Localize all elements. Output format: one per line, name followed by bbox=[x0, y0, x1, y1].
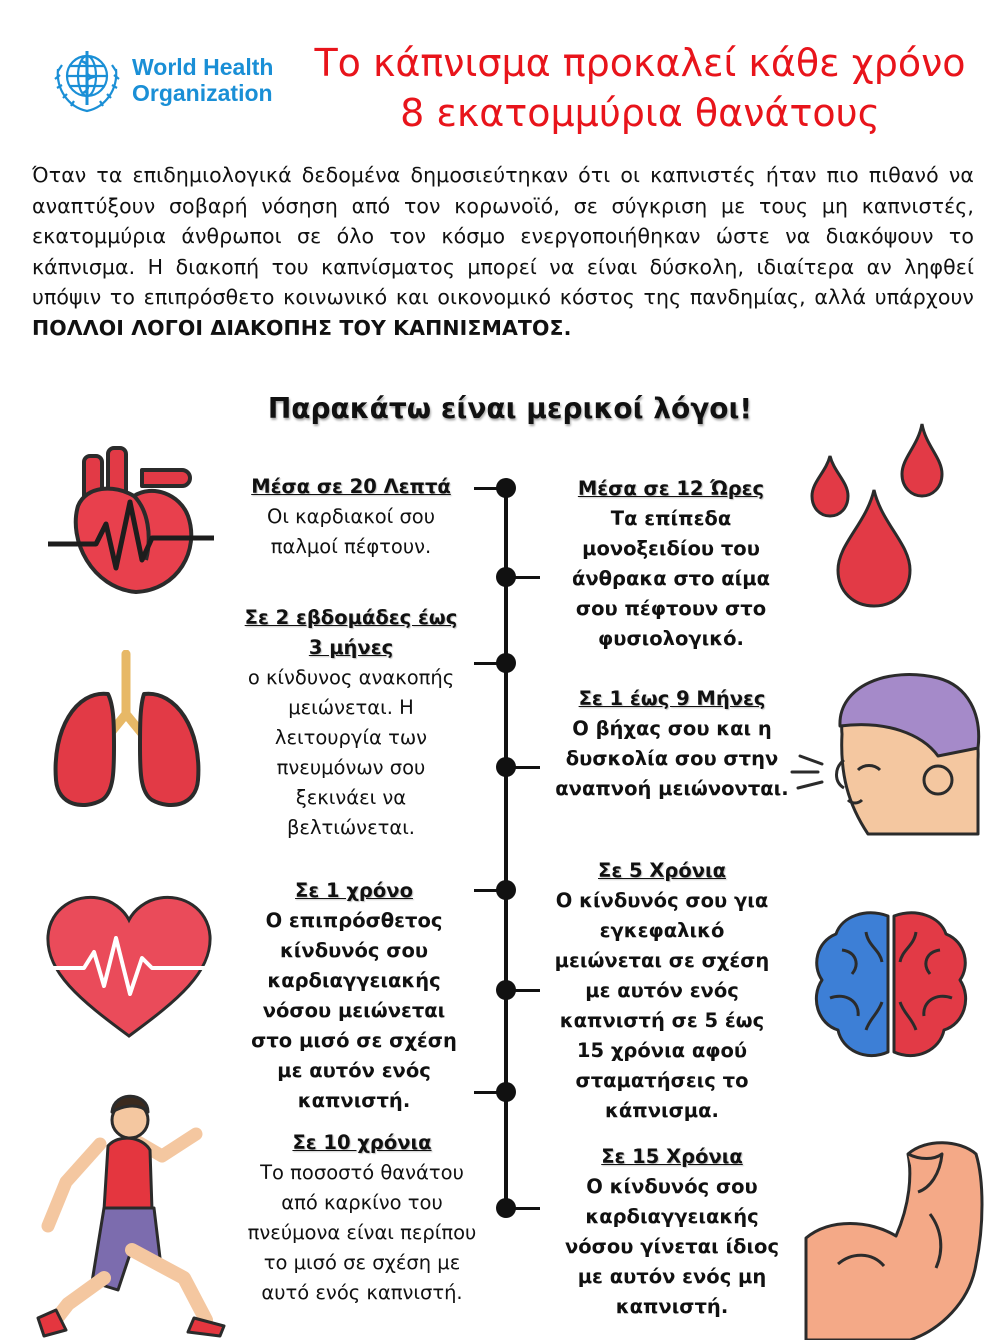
milestone-heading: Μέσα σε 20 Λεπτά bbox=[251, 475, 451, 498]
milestone-heading: Σε 15 Χρόνια bbox=[601, 1145, 743, 1168]
lungs-icon bbox=[46, 650, 218, 820]
milestone-2-weeks bbox=[240, 603, 462, 843]
milestone-1-9-months bbox=[552, 684, 792, 804]
milestone-body: Οι καρδιακοί σου παλμοί πέφτουν. bbox=[266, 505, 436, 558]
timeline-tick bbox=[506, 576, 540, 579]
milestone-body: Το ποσοστό θανάτου από καρκίνο του πνεύμονα είναι περίπου το μισό σε σχέση με αυτό ενός καπνιστή. bbox=[247, 1161, 477, 1304]
milestone-body: Ο κίνδυνός σου καρδιαγγειακής νόσου γίνεται ίδιος με αυτόν ενός μη καπνιστή. bbox=[564, 1175, 779, 1318]
milestone-body: ο κίνδυνος ανακοπής μειώνεται. Η λειτουργία των πνευμόνων σου ξεκινάει να βελτιώνεται. bbox=[247, 666, 455, 839]
heart-ecg-icon bbox=[48, 440, 214, 600]
who-logo bbox=[50, 40, 290, 120]
milestone-15-years bbox=[560, 1142, 784, 1322]
intro-bold-text: ΠΟΛΛΟΙ ΛΟΓΟΙ ΔΙΑΚΟΠΗΣ ΤΟΥ ΚΑΠΝΙΣΜΑΤΟΣ. bbox=[32, 315, 572, 340]
timeline-line bbox=[504, 486, 508, 1211]
milestone-12-hours bbox=[548, 474, 794, 654]
milestone-body: Ο βήχας σου και η δυσκολία σου στην αναπνοή μειώνονται. bbox=[555, 717, 789, 800]
milestone-body: Τα επίπεδα μονοξειδίου του άνθρακα στο αίμα σου πέφτουν στο φυσιολογικό. bbox=[571, 507, 771, 650]
timeline-tick bbox=[474, 889, 506, 892]
heart-pulse-icon bbox=[40, 890, 218, 1040]
brain-icon bbox=[806, 902, 976, 1072]
page-title bbox=[300, 38, 980, 138]
milestone-heading: Σε 2 εβδομάδες έως 3 μήνες bbox=[244, 606, 458, 659]
title-line1: Το κάπνισμα προκαλεί κάθε χρόνο bbox=[314, 41, 966, 85]
milestone-heading: Σε 10 χρόνια bbox=[292, 1131, 432, 1154]
timeline-tick bbox=[474, 662, 506, 665]
milestone-10-years bbox=[242, 1128, 482, 1308]
milestone-body: Ο επιπρόσθετος κίνδυνός σου καρδιαγγειακής νόσου μειώνεται στο μισό σε σχέση με αυτόν ενός καπνιστή. bbox=[251, 909, 457, 1112]
milestone-heading: Σε 1 χρόνο bbox=[295, 879, 413, 902]
intro-text: Όταν τα επιδημιολογικά δεδομένα δημοσιεύτηκαν ότι οι καπνιστές ήταν πιο πιθανό να αναπτύξουν σοβαρή νόσηση από τον κορωνοϊό, σε σύγκριση με τους μη καπνιστές, εκατομμύρια άνθρωποι σε όλο τον κόσμο ενεργοποιήθηκαν ώστε να διακόψουν το κάπνισμα. Η διακοπή του καπνίσματος μπορεί να είναι δύσκολη, ιδιαίτερα αν ληφθεί υπόψιν το επιπρόσθετο κοινωνικό και οικονομικό κόστος της πανδημίας, αλλά υπάρχουν bbox=[32, 163, 974, 309]
who-name-line1: World Health bbox=[132, 54, 274, 80]
timeline-tick bbox=[506, 766, 540, 769]
timeline-tick bbox=[506, 989, 540, 992]
section-subtitle: Παρακάτω είναι μερικοί λόγοι! bbox=[267, 392, 753, 425]
timeline-tick bbox=[474, 1091, 506, 1094]
milestone-20-minutes bbox=[240, 472, 462, 562]
milestone-5-years bbox=[552, 856, 772, 1126]
milestone-1-year bbox=[248, 876, 460, 1116]
runner-icon bbox=[34, 1082, 234, 1338]
breathing-face-icon bbox=[788, 664, 984, 844]
intro-paragraph bbox=[32, 160, 974, 343]
milestone-body: Ο κίνδυνός σου για εγκεφαλικό μειώνεται σε σχέση με αυτόν ενός καπνιστή σε 5 έως 15 χρόνια αφού σταματήσεις το κάπνισμα. bbox=[554, 889, 770, 1122]
milestone-heading: Σε 1 έως 9 Μήνες bbox=[578, 687, 766, 710]
timeline-tick bbox=[506, 1207, 540, 1210]
blood-drops-icon bbox=[802, 420, 992, 610]
milestone-heading: Μέσα σε 12 Ώρες bbox=[577, 477, 765, 500]
title-line2: 8 εκατομμύρια θανάτους bbox=[400, 91, 880, 135]
flexed-arm-icon bbox=[800, 1134, 986, 1340]
milestone-heading: Σε 5 Χρόνια bbox=[598, 859, 726, 882]
who-emblem-icon bbox=[50, 43, 124, 117]
who-name-line2: Organization bbox=[132, 80, 273, 106]
timeline-tick bbox=[474, 487, 506, 490]
